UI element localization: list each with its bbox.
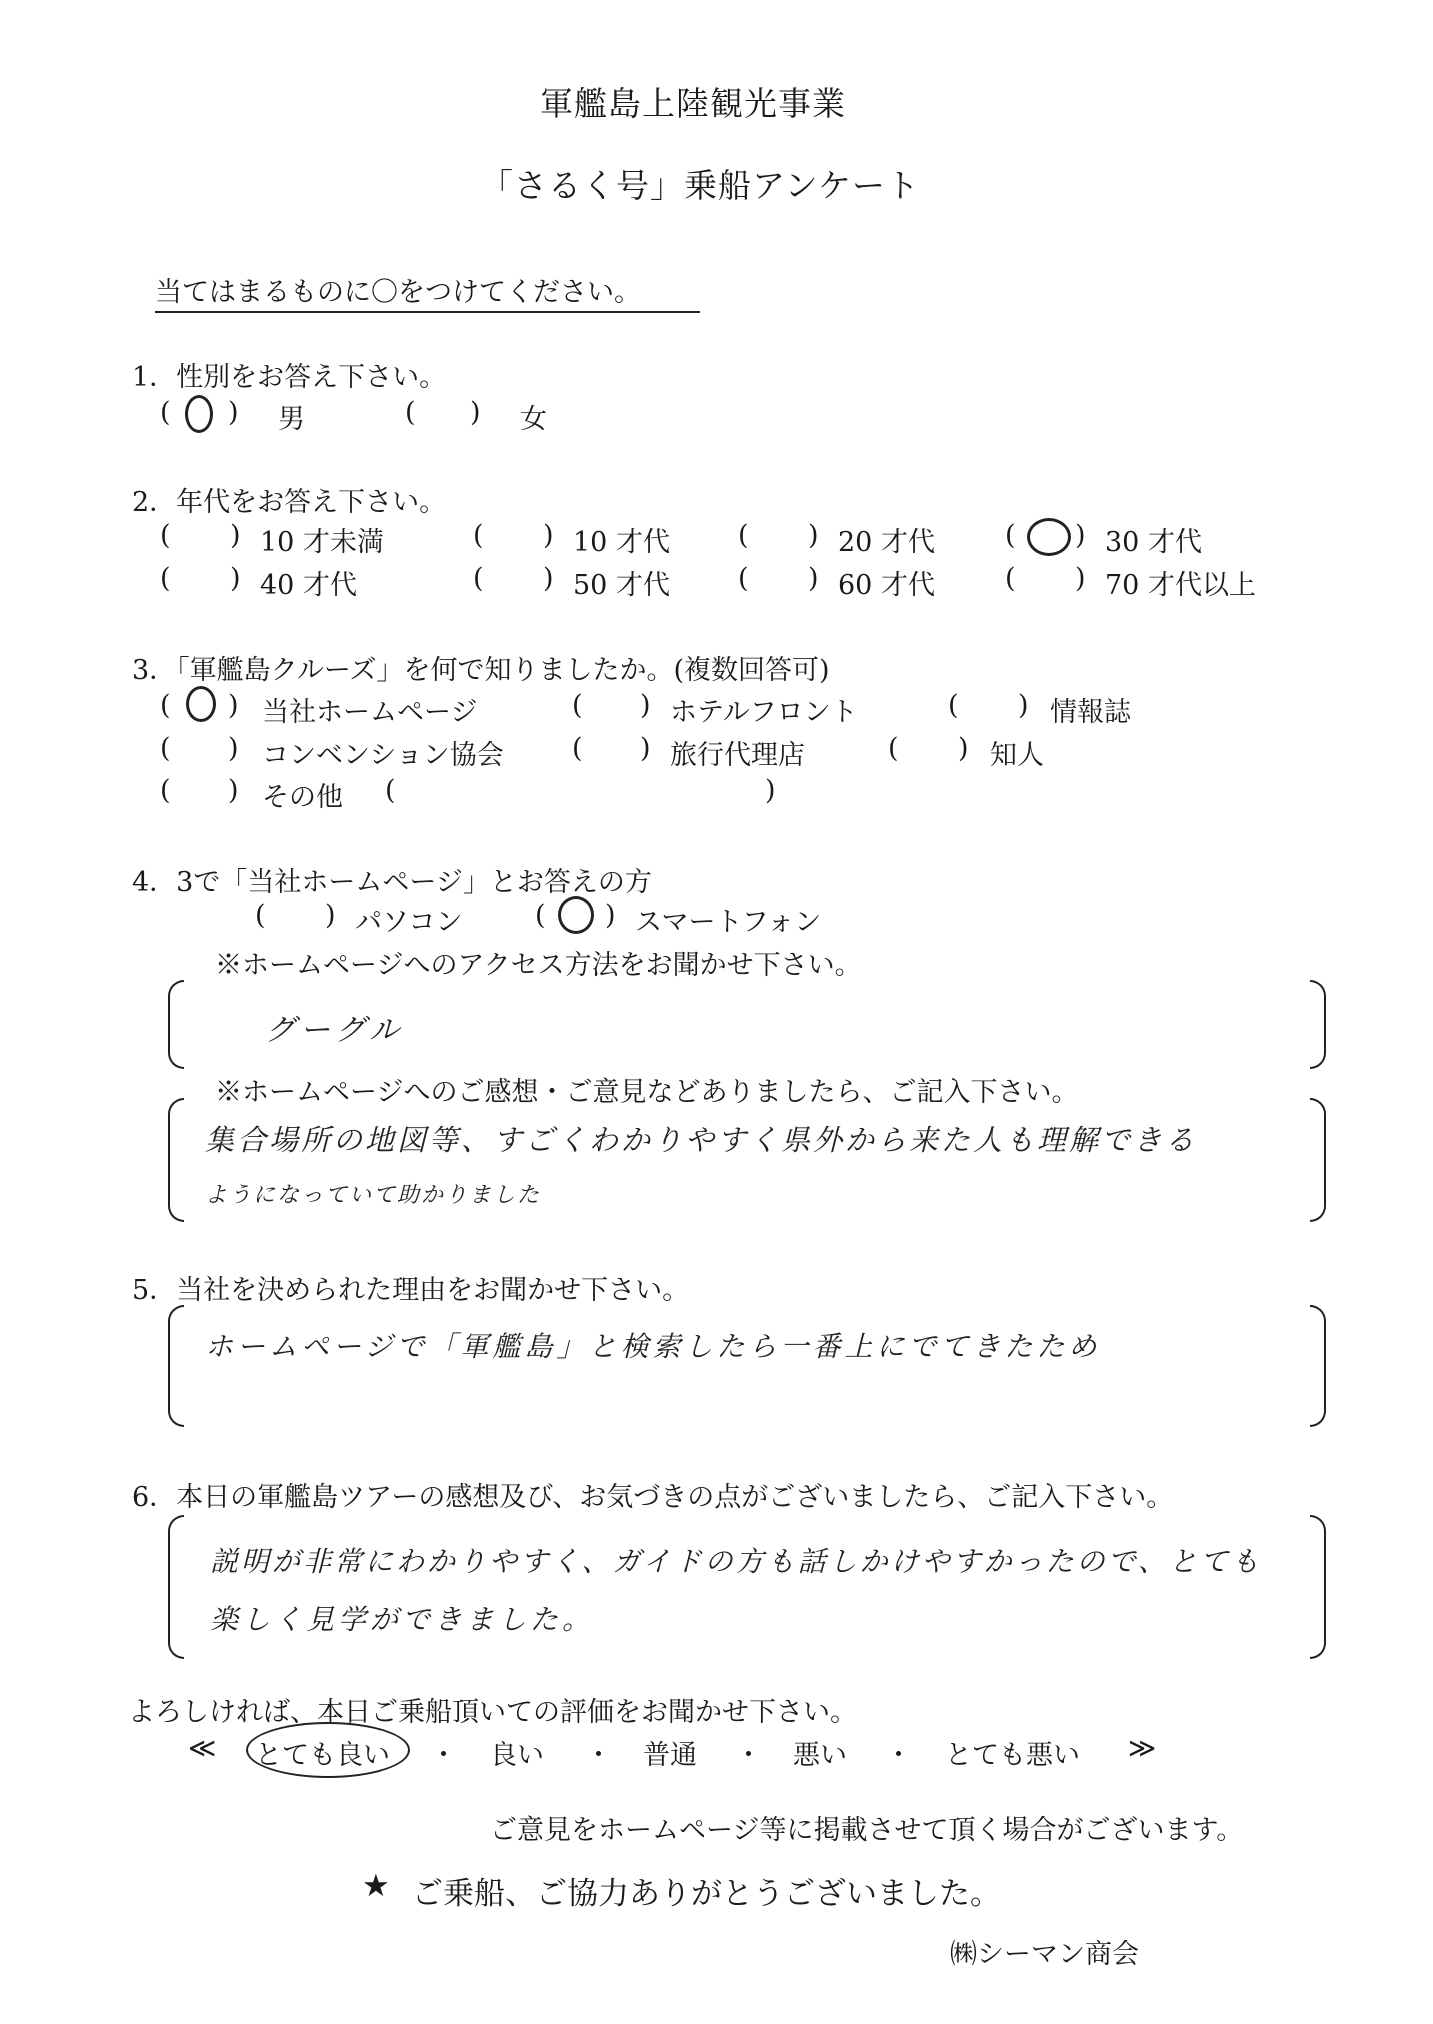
q2-close-paren: ) <box>808 520 819 551</box>
q1-male-close-paren: ) <box>228 397 239 428</box>
q3-close-paren: ) <box>640 733 651 764</box>
q3-open-paren: ( <box>160 775 171 806</box>
q3-option-magazine[interactable]: 情報誌 <box>1050 697 1131 728</box>
q3-close-paren: ) <box>1018 690 1029 721</box>
q2-close-paren: ) <box>1075 563 1086 594</box>
q2-open-paren: ( <box>160 520 171 551</box>
evaluation-separator: ・ <box>885 1740 912 1771</box>
q5-answer-text[interactable]: ホームページで「軍艦島」と検索したら一番上にでてきたため <box>205 1330 1101 1363</box>
q1-female-close-paren: ) <box>470 397 481 428</box>
q3-other-open-paren: ( <box>385 775 396 806</box>
q5-question: 5．当社を決められた理由をお聞かせ下さい。 <box>132 1275 690 1306</box>
q5-box-left-bracket <box>168 1305 184 1427</box>
impression-answer-line1[interactable]: 集合場所の地図等、すごくわかりやすく県外から来た人も理解できる <box>205 1123 1198 1157</box>
q2-option-60s[interactable]: 60 才代 <box>838 570 935 601</box>
q2-option-70s-plus[interactable]: 70 才代以上 <box>1105 570 1256 601</box>
q3-homepage-circle-mark <box>186 686 216 722</box>
q3-open-paren: ( <box>948 690 959 721</box>
q1-male-circle-mark <box>185 395 213 433</box>
q1-male-open-paren: ( <box>160 397 171 428</box>
q2-open-paren: ( <box>473 563 484 594</box>
thanks-message: ご乗船、ご協力ありがとうございました。 <box>412 1876 1001 1912</box>
evaluation-option-bad[interactable]: 悪い <box>793 1740 847 1771</box>
q3-open-paren: ( <box>888 733 899 764</box>
q6-box-right-bracket <box>1310 1515 1326 1659</box>
q2-close-paren: ) <box>230 520 241 551</box>
q4-question: 4．3で「当社ホームページ」とお答えの方 <box>132 867 652 898</box>
company-name: ㈱シーマン商会 <box>950 1939 1139 1970</box>
q1-female-label: 女 <box>520 404 547 435</box>
evaluation-option-very-good[interactable]: とても良い <box>255 1740 390 1771</box>
star-icon: ★ <box>362 1868 390 1904</box>
evaluation-open-bracket: ≪ <box>188 1733 217 1764</box>
q2-question: 2．年代をお答え下さい。 <box>132 487 447 518</box>
q3-option-hotel-front[interactable]: ホテルフロント <box>670 697 858 728</box>
q4-access-prompt: ※ホームページへのアクセス方法をお聞かせ下さい。 <box>215 950 862 981</box>
q3-close-paren: ) <box>228 690 239 721</box>
q2-option-under-10[interactable]: 10 才未満 <box>260 527 384 558</box>
evaluation-prompt: よろしければ、本日ご乗船頂いての評価をお聞かせ下さい。 <box>128 1697 857 1728</box>
q3-close-paren: ) <box>228 775 239 806</box>
q1-male-label: 男 <box>278 404 305 435</box>
publication-notice: ご意見をホームページ等に掲載させて頂く場合がございます。 <box>490 1815 1244 1846</box>
q3-other-close-paren: ) <box>765 775 776 806</box>
q3-close-paren: ) <box>228 733 239 764</box>
q6-question: 6．本日の軍艦島ツアーの感想及び、お気づきの点がございましたら、ご記入下さい。 <box>132 1482 1174 1513</box>
q2-30s-circle-mark <box>1027 518 1071 556</box>
instruction-text: 当てはまるものに〇をつけてください。 <box>155 270 700 313</box>
impression-box-left-bracket <box>168 1098 184 1222</box>
q4-smartphone-circle-mark <box>558 896 594 934</box>
q3-open-paren: ( <box>160 733 171 764</box>
q2-close-paren: ) <box>808 563 819 594</box>
q3-option-other[interactable]: その他 <box>262 782 343 813</box>
q3-open-paren: ( <box>160 690 171 721</box>
q2-option-20s[interactable]: 20 才代 <box>838 527 935 558</box>
q1-question: 1．性別をお答え下さい。 <box>132 362 447 393</box>
q2-close-paren: ) <box>543 563 554 594</box>
q2-open-paren: ( <box>1005 563 1016 594</box>
survey-title: 軍艦島上陸観光事業 <box>540 84 846 123</box>
q3-option-homepage[interactable]: 当社ホームページ <box>262 697 478 728</box>
q3-open-paren: ( <box>572 733 583 764</box>
q3-close-paren: ) <box>640 690 651 721</box>
q2-open-paren: ( <box>473 520 484 551</box>
q4-close-paren: ) <box>325 900 336 931</box>
q2-open-paren: ( <box>738 563 749 594</box>
q2-open-paren: ( <box>1005 520 1016 551</box>
impression-box-right-bracket <box>1310 1098 1326 1222</box>
q4-impression-prompt: ※ホームページへのご感想・ご意見などありましたら、ご記入下さい。 <box>215 1077 1079 1108</box>
evaluation-close-bracket: ≫ <box>1128 1733 1157 1764</box>
evaluation-separator: ・ <box>585 1740 612 1771</box>
q3-question: 3．「軍艦島クルーズ」を何で知りましたか。(複数回答可) <box>132 655 830 686</box>
access-box-right-bracket <box>1310 980 1326 1069</box>
impression-answer-line2[interactable]: ようになっていて助かりました <box>205 1183 542 1208</box>
evaluation-option-good[interactable]: 良い <box>490 1740 544 1771</box>
q1-female-open-paren: ( <box>405 397 416 428</box>
q2-close-paren: ) <box>230 563 241 594</box>
q2-option-40s[interactable]: 40 才代 <box>260 570 357 601</box>
access-answer-text[interactable]: グーグル <box>265 1013 405 1048</box>
survey-subtitle: 「さるく号」乗船アンケート <box>480 166 921 205</box>
q4-open-paren: ( <box>255 900 266 931</box>
access-box-left-bracket <box>168 980 184 1069</box>
q2-open-paren: ( <box>738 520 749 551</box>
q6-answer-line2[interactable]: 楽しく見学ができました。 <box>210 1603 595 1636</box>
q3-option-travel-agency[interactable]: 旅行代理店 <box>670 740 805 771</box>
q5-box-right-bracket <box>1310 1305 1326 1427</box>
q2-close-paren: ) <box>1075 520 1086 551</box>
evaluation-option-very-bad[interactable]: とても悪い <box>945 1740 1080 1771</box>
q4-open-paren: ( <box>535 900 546 931</box>
evaluation-separator: ・ <box>735 1740 762 1771</box>
evaluation-option-average[interactable]: 普通 <box>643 1740 697 1771</box>
q3-option-convention[interactable]: コンベンション協会 <box>262 740 504 771</box>
q2-close-paren: ) <box>543 520 554 551</box>
q3-option-acquaintance[interactable]: 知人 <box>990 740 1044 771</box>
q2-option-30s[interactable]: 30 才代 <box>1105 527 1202 558</box>
q4-option-pc[interactable]: パソコン <box>355 907 463 938</box>
q3-open-paren: ( <box>572 690 583 721</box>
q6-box-left-bracket <box>168 1515 184 1659</box>
evaluation-separator: ・ <box>430 1740 457 1771</box>
q2-open-paren: ( <box>160 563 171 594</box>
q3-close-paren: ) <box>958 733 969 764</box>
q4-close-paren: ) <box>605 900 616 931</box>
q2-option-50s[interactable]: 50 才代 <box>573 570 670 601</box>
q2-option-10s[interactable]: 10 才代 <box>573 527 670 558</box>
q6-answer-line1[interactable]: 説明が非常にわかりやすく、ガイドの方も話しかけやすかったので、とても <box>210 1545 1263 1578</box>
q4-option-smartphone[interactable]: スマートフォン <box>635 907 822 938</box>
